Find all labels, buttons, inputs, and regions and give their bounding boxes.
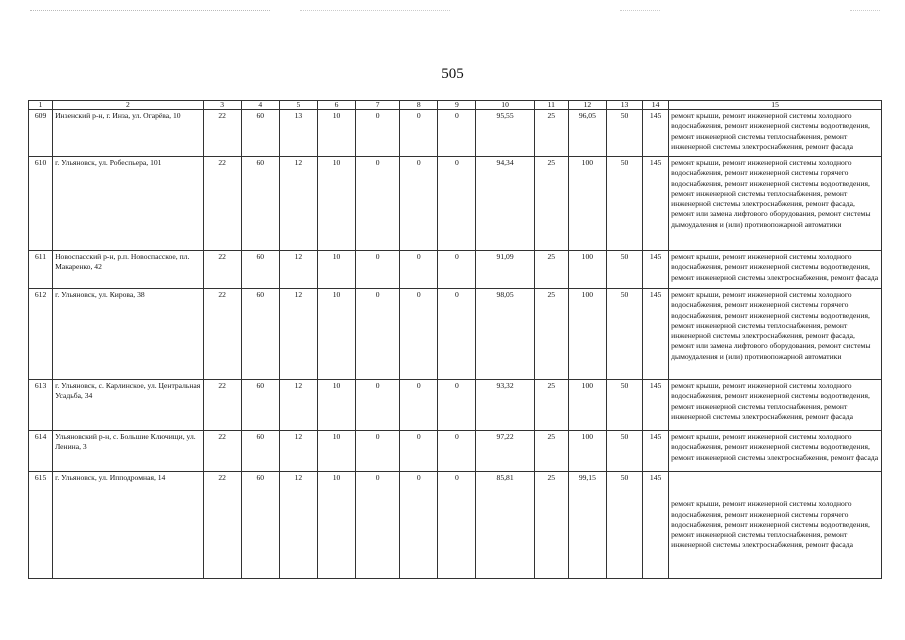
value-cell: 13 [279, 110, 317, 157]
value-cell: 60 [241, 431, 279, 472]
header-cell: 9 [438, 101, 476, 110]
value-cell: 0 [400, 472, 438, 579]
works-cell: ремонт крыши, ремонт инженерной системы холодного водоснабжения, ремонт инженерной системы горячего водоснабжения, ремонт инженерной системы водоотведения, ремонт инженерной системы теплоснабжения, ремонт инженерной системы электроснабжения, ремонт фасада, ремонт или замена лифтового оборудования, ремонт системы дымоудаления и (или) противопожарной автоматики [669, 157, 882, 251]
table-row [29, 380, 882, 431]
value-cell: 50 [606, 289, 642, 380]
value-cell: 97,22 [476, 431, 534, 472]
value-cell: 25 [534, 472, 568, 579]
header-cell: 15 [669, 101, 882, 110]
header-cell: 1 [29, 101, 53, 110]
value-cell: 22 [203, 289, 241, 380]
row-number: 615 [29, 472, 53, 579]
value-cell: 0 [356, 472, 400, 579]
value-cell: 0 [438, 251, 476, 289]
table-row [29, 157, 882, 251]
value-cell: 10 [317, 289, 355, 380]
value-cell: 25 [534, 157, 568, 251]
value-cell: 0 [400, 251, 438, 289]
value-cell: 0 [400, 157, 438, 251]
address-cell: г. Ульяновск, ул. Кирова, 38 [53, 289, 204, 380]
row-number: 609 [29, 110, 53, 157]
value-cell: 100 [568, 431, 606, 472]
value-cell: 50 [606, 472, 642, 579]
value-cell: 0 [356, 157, 400, 251]
value-cell: 60 [241, 289, 279, 380]
value-cell: 100 [568, 251, 606, 289]
value-cell: 95,55 [476, 110, 534, 157]
value-cell: 60 [241, 110, 279, 157]
scan-artifact-top-right [620, 10, 660, 12]
value-cell: 10 [317, 472, 355, 579]
table-row [29, 251, 882, 289]
value-cell: 0 [400, 110, 438, 157]
value-cell: 60 [241, 380, 279, 431]
address-cell: Инзенский р-н, г. Инза, ул. Огарёва, 10 [53, 110, 204, 157]
works-cell: ремонт крыши, ремонт инженерной системы холодного водоснабжения, ремонт инженерной системы горячего водоснабжения, ремонт инженерной системы водоотведения, ремонт инженерной системы теплоснабжения, ремонт инженерной системы электроснабжения, ремонт фасада, ремонт или замена лифтового оборудования, ремонт системы дымоудаления и (или) противопожарной автоматики [669, 289, 882, 380]
value-cell: 50 [606, 380, 642, 431]
works-cell: ремонт крыши, ремонт инженерной системы холодного водоснабжения, ремонт инженерной системы водоотведения, ремонт инженерной системы теплоснабжения, ремонт инженерной системы электроснабжения, ремонт фасада [669, 110, 882, 157]
header-cell: 12 [568, 101, 606, 110]
value-cell: 145 [643, 110, 669, 157]
header-cell: 8 [400, 101, 438, 110]
page-number: 505 [441, 66, 464, 82]
value-cell: 50 [606, 251, 642, 289]
header-row [29, 101, 882, 110]
value-cell: 10 [317, 380, 355, 431]
value-cell: 0 [438, 472, 476, 579]
value-cell: 25 [534, 251, 568, 289]
value-cell: 25 [534, 380, 568, 431]
value-cell: 10 [317, 431, 355, 472]
value-cell: 25 [534, 289, 568, 380]
value-cell: 0 [356, 289, 400, 380]
table-row [29, 110, 882, 157]
value-cell: 91,09 [476, 251, 534, 289]
address-cell: г. Ульяновск, ул. Ипподромная, 14 [53, 472, 204, 579]
value-cell: 94,34 [476, 157, 534, 251]
header-cell: 7 [356, 101, 400, 110]
value-cell: 98,05 [476, 289, 534, 380]
header-cell: 10 [476, 101, 534, 110]
value-cell: 22 [203, 380, 241, 431]
works-cell: ремонт крыши, ремонт инженерной системы холодного водоснабжения, ремонт инженерной системы водоотведения, ремонт инженерной системы теплоснабжения, ремонт инженерной системы электроснабжения, ремонт фасада [669, 380, 882, 431]
value-cell: 12 [279, 157, 317, 251]
value-cell: 0 [356, 110, 400, 157]
header-cell: 14 [643, 101, 669, 110]
address-cell: Новоспасский р-н, р.п. Новоспасское, пл. Макаренко, 42 [53, 251, 204, 289]
value-cell: 25 [534, 110, 568, 157]
value-cell: 0 [356, 251, 400, 289]
value-cell: 99,15 [568, 472, 606, 579]
scan-artifact-top-far-right [850, 10, 880, 12]
registry-table [28, 100, 882, 579]
value-cell: 50 [606, 110, 642, 157]
works-cell: ремонт крыши, ремонт инженерной системы холодного водоснабжения, ремонт инженерной системы горячего водоснабжения, ремонт инженерной системы водоотведения, ремонт инженерной системы теплоснабжения, ремонт инженерной системы электроснабжения, ремонт фасада [669, 472, 882, 579]
value-cell: 12 [279, 380, 317, 431]
row-number: 611 [29, 251, 53, 289]
value-cell: 22 [203, 110, 241, 157]
value-cell: 93,32 [476, 380, 534, 431]
row-number: 612 [29, 289, 53, 380]
row-number: 614 [29, 431, 53, 472]
value-cell: 0 [438, 380, 476, 431]
value-cell: 0 [438, 431, 476, 472]
value-cell: 0 [356, 380, 400, 431]
value-cell: 50 [606, 157, 642, 251]
value-cell: 100 [568, 157, 606, 251]
value-cell: 22 [203, 472, 241, 579]
address-cell: г. Ульяновск, с. Карлинское, ул. Центральная Усадьба, 34 [53, 380, 204, 431]
scan-artifact-top-middle [300, 10, 450, 12]
value-cell: 0 [400, 289, 438, 380]
value-cell: 145 [643, 472, 669, 579]
value-cell: 60 [241, 251, 279, 289]
value-cell: 50 [606, 431, 642, 472]
value-cell: 0 [438, 110, 476, 157]
value-cell: 145 [643, 251, 669, 289]
value-cell: 0 [438, 289, 476, 380]
scan-artifact-top-left [30, 10, 270, 12]
header-cell: 6 [317, 101, 355, 110]
header-cell: 13 [606, 101, 642, 110]
value-cell: 12 [279, 251, 317, 289]
value-cell: 0 [438, 157, 476, 251]
value-cell: 0 [400, 431, 438, 472]
value-cell: 22 [203, 431, 241, 472]
value-cell: 145 [643, 380, 669, 431]
value-cell: 0 [356, 431, 400, 472]
value-cell: 85,81 [476, 472, 534, 579]
value-cell: 12 [279, 472, 317, 579]
works-cell: ремонт крыши, ремонт инженерной системы холодного водоснабжения, ремонт инженерной системы водоотведения, ремонт инженерной системы электроснабжения, ремонт фасада [669, 251, 882, 289]
address-cell: г. Ульяновск, ул. Робеспьера, 101 [53, 157, 204, 251]
value-cell: 10 [317, 157, 355, 251]
table-row [29, 472, 882, 579]
value-cell: 60 [241, 157, 279, 251]
value-cell: 100 [568, 380, 606, 431]
header-cell: 4 [241, 101, 279, 110]
value-cell: 96,05 [568, 110, 606, 157]
value-cell: 145 [643, 289, 669, 380]
header-cell: 5 [279, 101, 317, 110]
table-row [29, 431, 882, 472]
value-cell: 100 [568, 289, 606, 380]
table-row [29, 289, 882, 380]
value-cell: 10 [317, 110, 355, 157]
row-number: 610 [29, 157, 53, 251]
value-cell: 10 [317, 251, 355, 289]
header-cell: 11 [534, 101, 568, 110]
header-cell: 2 [53, 101, 204, 110]
value-cell: 145 [643, 431, 669, 472]
value-cell: 25 [534, 431, 568, 472]
row-number: 613 [29, 380, 53, 431]
value-cell: 12 [279, 289, 317, 380]
value-cell: 0 [400, 380, 438, 431]
works-cell: ремонт крыши, ремонт инженерной системы холодного водоснабжения, ремонт инженерной системы водоотведения, ремонт инженерной системы электроснабжения, ремонт фасада [669, 431, 882, 472]
value-cell: 22 [203, 251, 241, 289]
value-cell: 12 [279, 431, 317, 472]
address-cell: Ульяновский р-н, с. Большие Ключищи, ул. Ленина, 3 [53, 431, 204, 472]
value-cell: 145 [643, 157, 669, 251]
value-cell: 60 [241, 472, 279, 579]
value-cell: 22 [203, 157, 241, 251]
header-cell: 3 [203, 101, 241, 110]
